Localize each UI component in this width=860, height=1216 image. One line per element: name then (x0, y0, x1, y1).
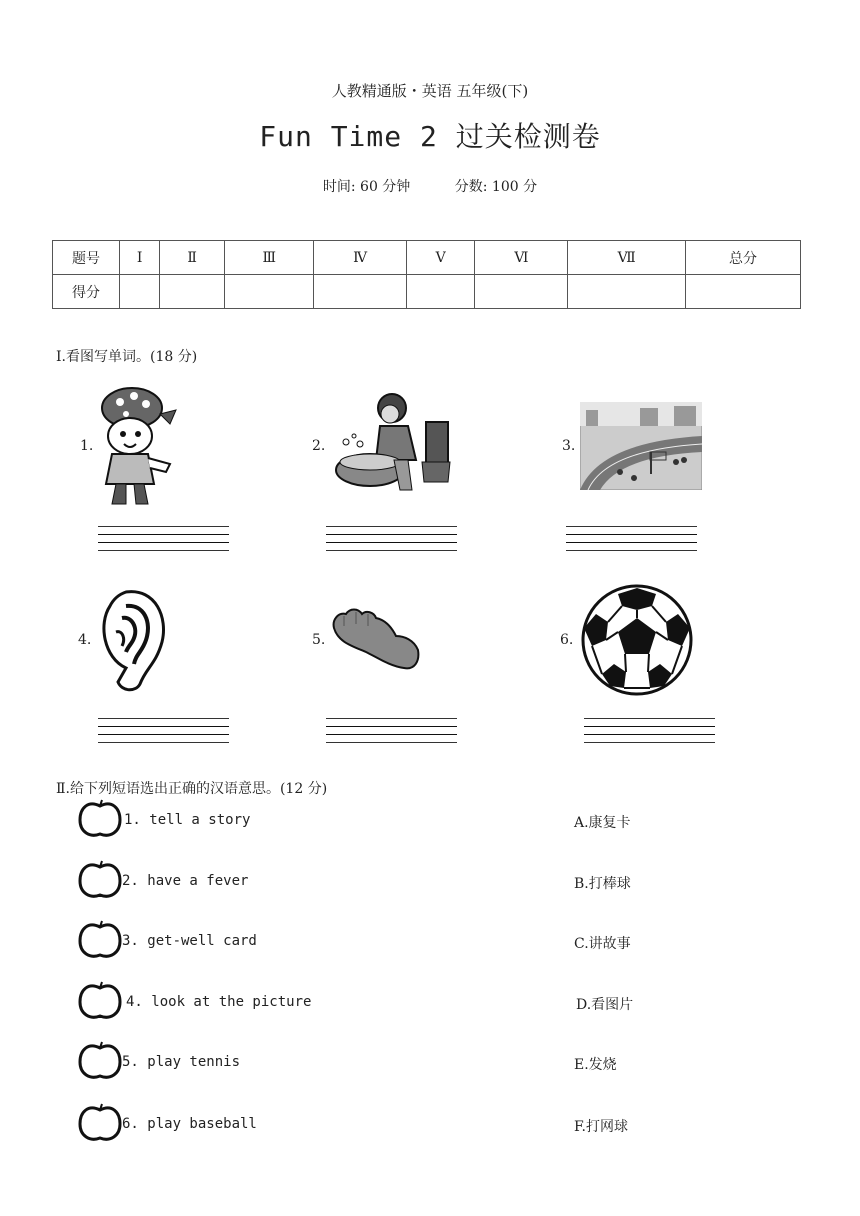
time-limit: 时间: 60 分钟 (322, 179, 411, 195)
answer-lines[interactable] (98, 718, 229, 750)
score-cell[interactable] (120, 275, 160, 309)
title-en: Fun Time 2 (259, 120, 438, 153)
answer-lines[interactable] (98, 526, 229, 558)
row-label-score: 得分 (53, 275, 120, 309)
apple-answer-box-icon[interactable] (78, 980, 122, 1020)
apple-answer-box-icon[interactable] (78, 798, 122, 838)
score-table (52, 240, 801, 309)
soccer-ball-icon (580, 584, 694, 696)
col-2: Ⅱ (160, 241, 225, 275)
score-cell-total[interactable] (686, 275, 801, 309)
pic-number: 5. (312, 632, 326, 648)
option-c: C.讲故事 (574, 936, 631, 952)
pic-number: 2. (312, 438, 326, 454)
total-score: 分数: 100 分 (454, 179, 538, 195)
page-title (0, 115, 860, 155)
option-f: F.打网球 (574, 1119, 628, 1135)
apple-answer-box-icon[interactable] (78, 919, 122, 959)
exam-meta (0, 176, 860, 196)
score-cell[interactable] (406, 275, 475, 309)
section2-heading: Ⅱ.给下列短语选出正确的汉语意思。(12 分) (56, 781, 328, 797)
option-a: A.康复卡 (574, 815, 631, 831)
score-table-header-row (53, 241, 801, 275)
col-3: Ⅲ (225, 241, 314, 275)
pirate-girl-icon (96, 384, 178, 508)
apple-answer-box-icon[interactable] (78, 859, 122, 899)
answer-lines[interactable] (326, 718, 457, 750)
ear-icon (96, 588, 170, 692)
col-6: Ⅵ (475, 241, 568, 275)
apple-answer-box-icon[interactable] (78, 1040, 122, 1080)
pic-number: 6. (560, 632, 574, 648)
score-cell[interactable] (568, 275, 686, 309)
phrase-text: 5. play tennis (122, 1054, 241, 1070)
score-table-score-row (53, 275, 801, 309)
option-b: B.打棒球 (574, 876, 631, 892)
option-d: D.看图片 (576, 997, 634, 1013)
score-cell[interactable] (475, 275, 568, 309)
option-e: E.发烧 (574, 1057, 617, 1073)
pic-number: 1. (80, 438, 94, 454)
apple-answer-box-icon[interactable] (78, 1102, 122, 1142)
row-label-question: 题号 (53, 241, 120, 275)
title-cn: 过关检测卷 (455, 120, 601, 153)
phrase-text: 6. play baseball (122, 1116, 257, 1132)
phrase-text: 4. look at the picture (126, 994, 312, 1010)
col-1: Ⅰ (120, 241, 160, 275)
col-total: 总分 (686, 241, 801, 275)
col-5: Ⅴ (406, 241, 475, 275)
score-cell[interactable] (225, 275, 314, 309)
foot-icon (330, 606, 422, 672)
answer-lines[interactable] (326, 526, 457, 558)
playground-icon (580, 402, 702, 490)
phrase-text: 1. tell a story (124, 812, 251, 828)
section1-heading: Ⅰ.看图写单词。(18 分) (56, 349, 198, 365)
answer-lines[interactable] (584, 718, 715, 750)
answer-lines[interactable] (566, 526, 697, 558)
score-cell[interactable] (314, 275, 406, 309)
pic-number: 4. (78, 632, 92, 648)
subtitle: 人教精通版・英语 五年级(下) (331, 82, 529, 100)
phrase-text: 2. have a fever (122, 873, 249, 889)
col-7: Ⅶ (568, 241, 686, 275)
phrase-text: 3. get-well card (122, 933, 257, 949)
girl-washing-clothes-icon (330, 386, 454, 500)
pic-number: 3. (562, 438, 576, 454)
col-4: Ⅳ (314, 241, 406, 275)
score-cell[interactable] (160, 275, 225, 309)
